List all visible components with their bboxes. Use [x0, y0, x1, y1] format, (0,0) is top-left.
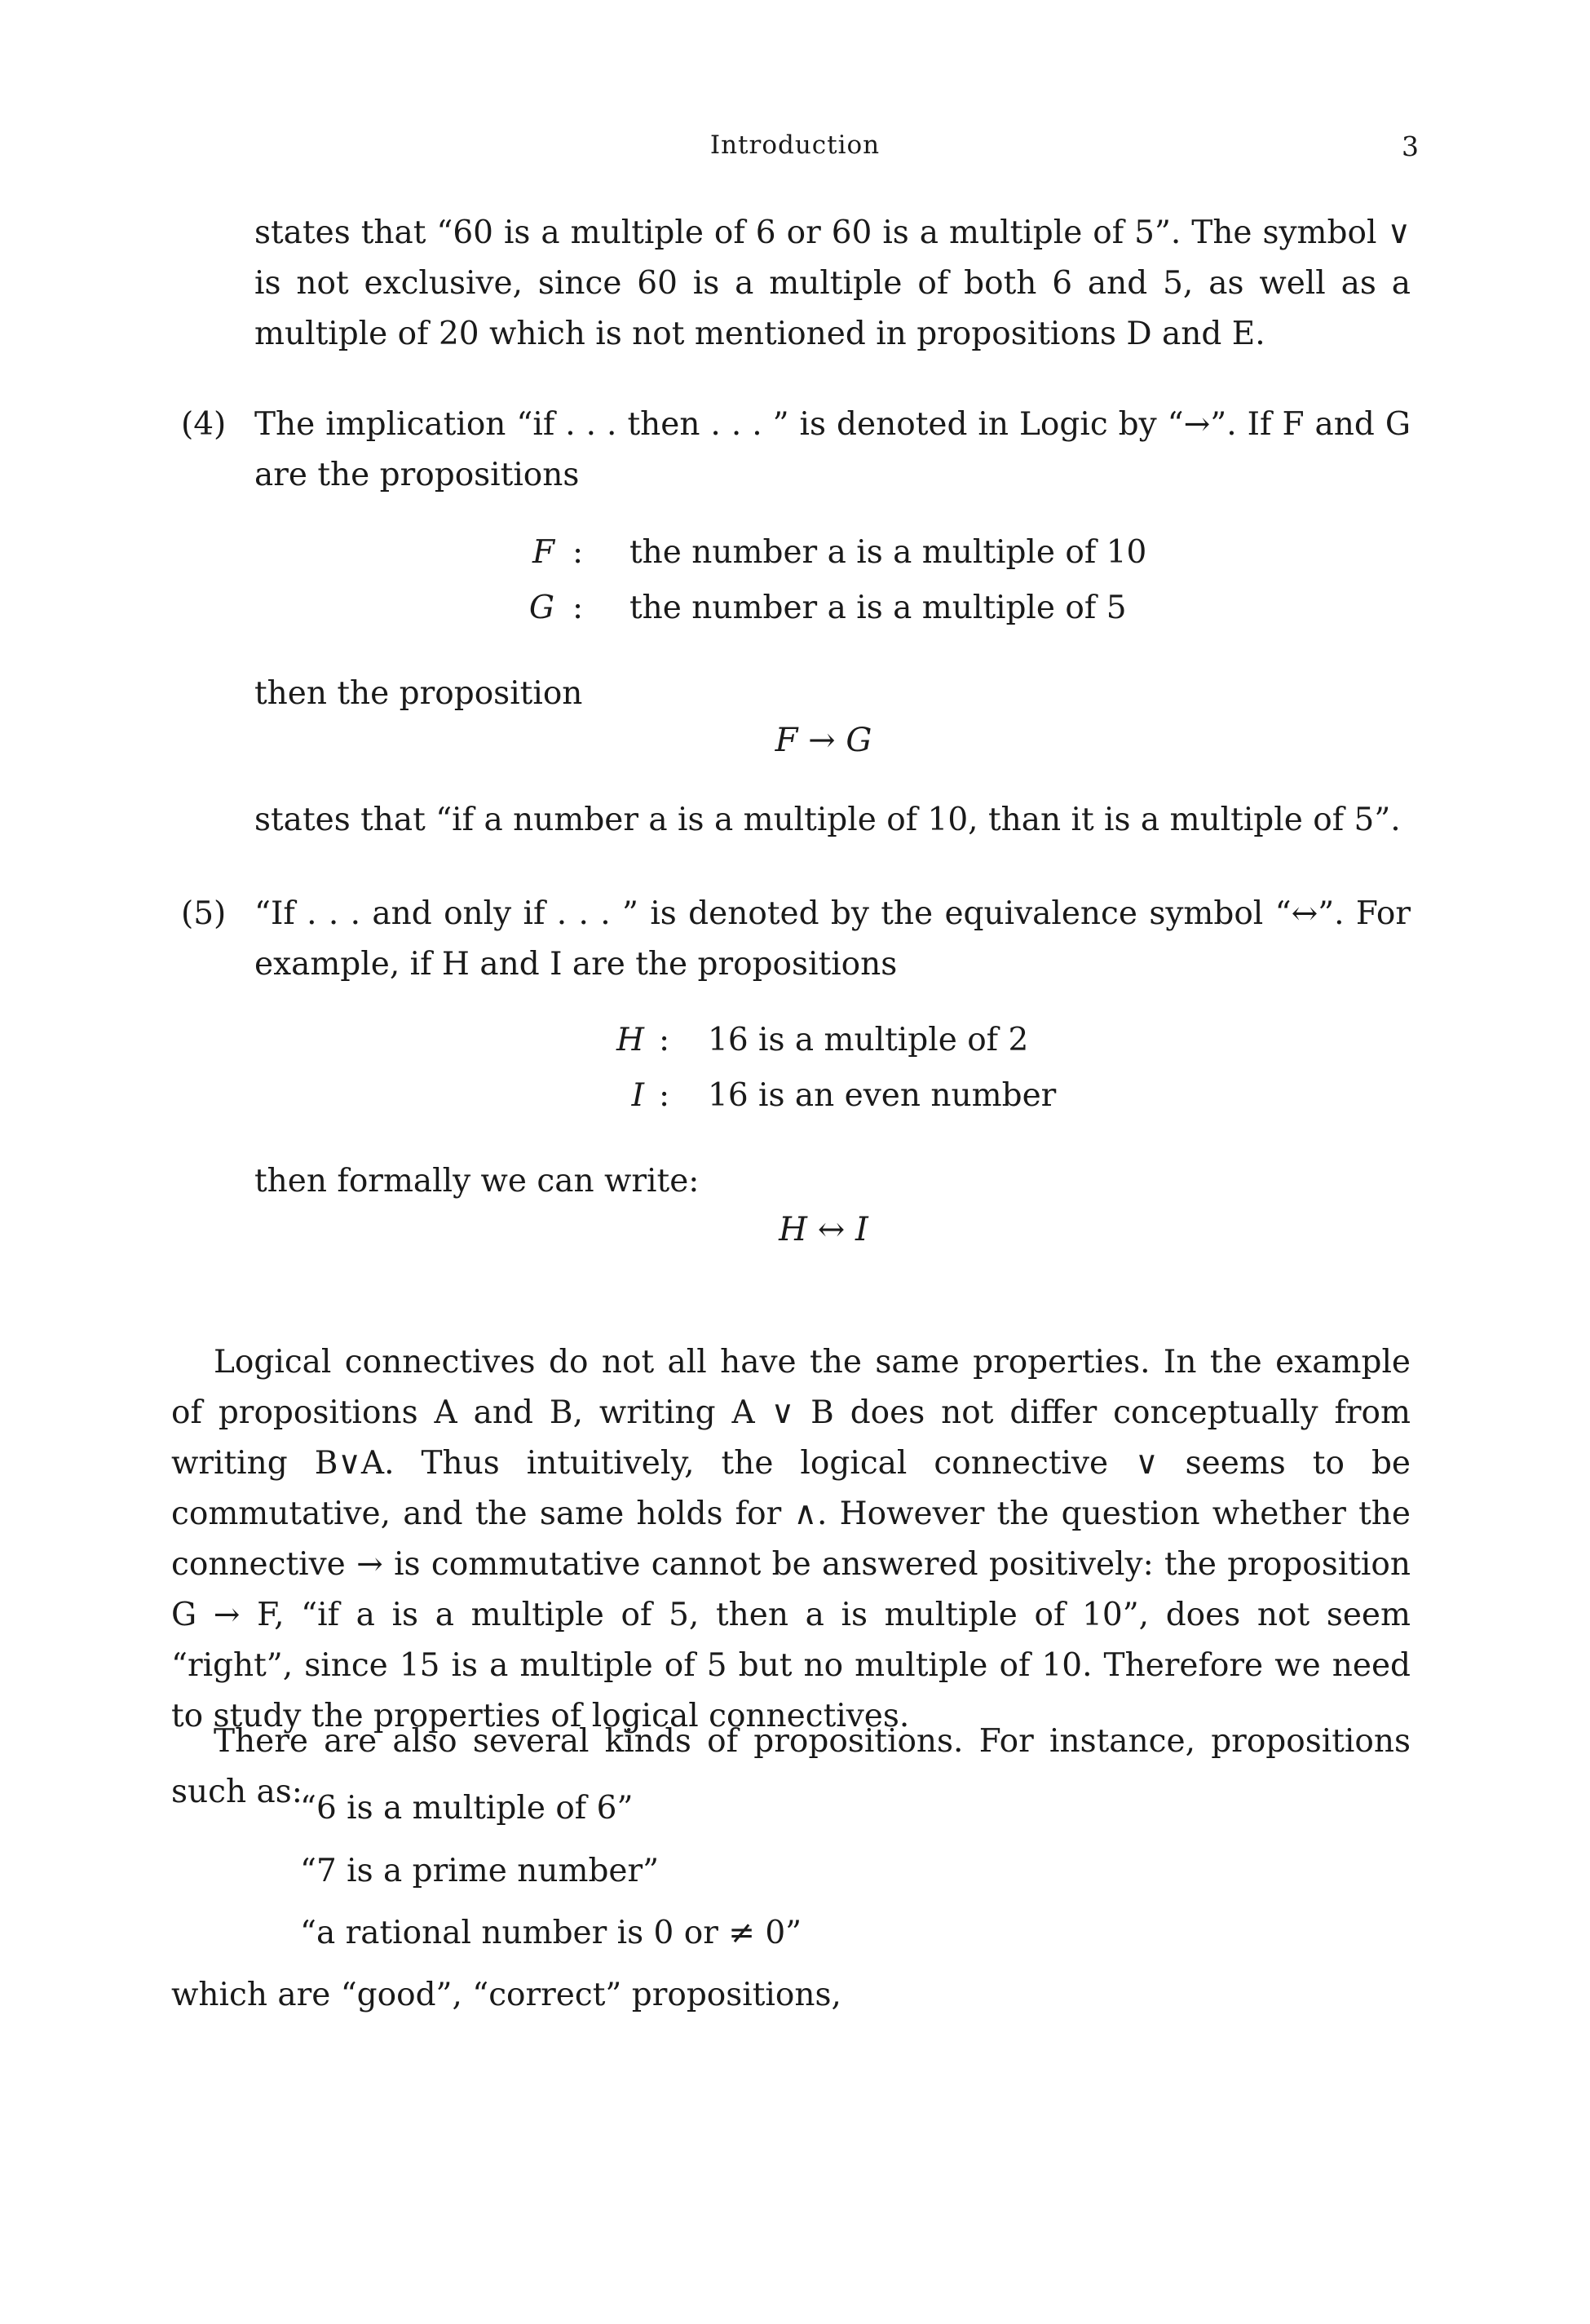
- definition-symbol: H: [616, 1022, 644, 1058]
- definition-text: the number a is a multiple of 5: [629, 590, 1127, 626]
- body-paragraph: There are also several kinds of propositions. For instance, propositions such as:: [171, 1723, 1411, 1810]
- paragraph-tail: which are “good”, “correct” propositions,: [171, 1977, 841, 2013]
- definition-colon: :: [572, 534, 584, 571]
- running-title: Introduction: [709, 130, 881, 160]
- item-lead: then the proposition: [254, 675, 583, 712]
- item-text: The implication “if . . . then . . . ” is denoted in Logic by “→”. If F and G are the propositions: [254, 406, 1411, 493]
- definition-colon: :: [659, 1077, 670, 1114]
- page-header: [0, 130, 1590, 171]
- body-paragraph: Logical connectives do not all have the same properties. In the example of propositions A and B, writing A ∨ B does not differ conceptually from writing B∨A. Thus intuitively, the logical connective ∨ seems to be commutative, and the same holds for ∧. However the question whether the connective → is commutative cannot be answered positively: the proposition G → F, “if a is a multiple of 5, then a is multiple of 10”, does not seem “right”, since 15 is a multiple of 5 but no multiple of 10. Therefore we need to study the properties of logical connectives.: [171, 1344, 1411, 1734]
- page-number: 3: [1402, 130, 1419, 162]
- definition-row: [0, 1077, 1590, 1131]
- example-proposition: “a rational number is 0 or ≠ 0”: [300, 1915, 802, 1951]
- definition-symbol: F: [532, 534, 554, 571]
- definition-text: 16 is an even number: [708, 1077, 1057, 1114]
- example-proposition: “6 is a multiple of 6”: [300, 1790, 634, 1827]
- item-text: “If . . . and only if . . . ” is denoted by the equivalence symbol “↔”. For example, if H and I are the propositions: [254, 895, 1411, 983]
- definition-colon: :: [572, 590, 584, 626]
- definition-text: 16 is a multiple of 2: [708, 1022, 1029, 1058]
- item-number: (5): [181, 895, 227, 932]
- definition-row: [0, 534, 1590, 588]
- item-conclusion: states that “if a number a is a multiple of 10, than it is a multiple of 5”.: [254, 802, 1401, 838]
- definition-symbol: G: [528, 590, 554, 626]
- definition-colon: :: [659, 1022, 670, 1058]
- item-number: (4): [181, 406, 227, 443]
- definition-text: the number a is a multiple of 10: [629, 534, 1147, 571]
- example-proposition: “7 is a prime number”: [300, 1853, 660, 1889]
- formula: F → G: [775, 722, 872, 759]
- formula: H ↔ I: [779, 1211, 868, 1248]
- intro-paragraph: states that “60 is a multiple of 6 or 60 is a multiple of 5”. The symbol ∨ is not exclusive, since 60 is a multiple of both 6 and 5, as well as a multiple of 20 which is not mentioned in propositions D and E.: [254, 214, 1411, 352]
- item-lead: then formally we can write:: [254, 1163, 700, 1200]
- definition-symbol: I: [631, 1077, 644, 1114]
- definition-row: [0, 1022, 1590, 1076]
- definition-row: [0, 590, 1590, 643]
